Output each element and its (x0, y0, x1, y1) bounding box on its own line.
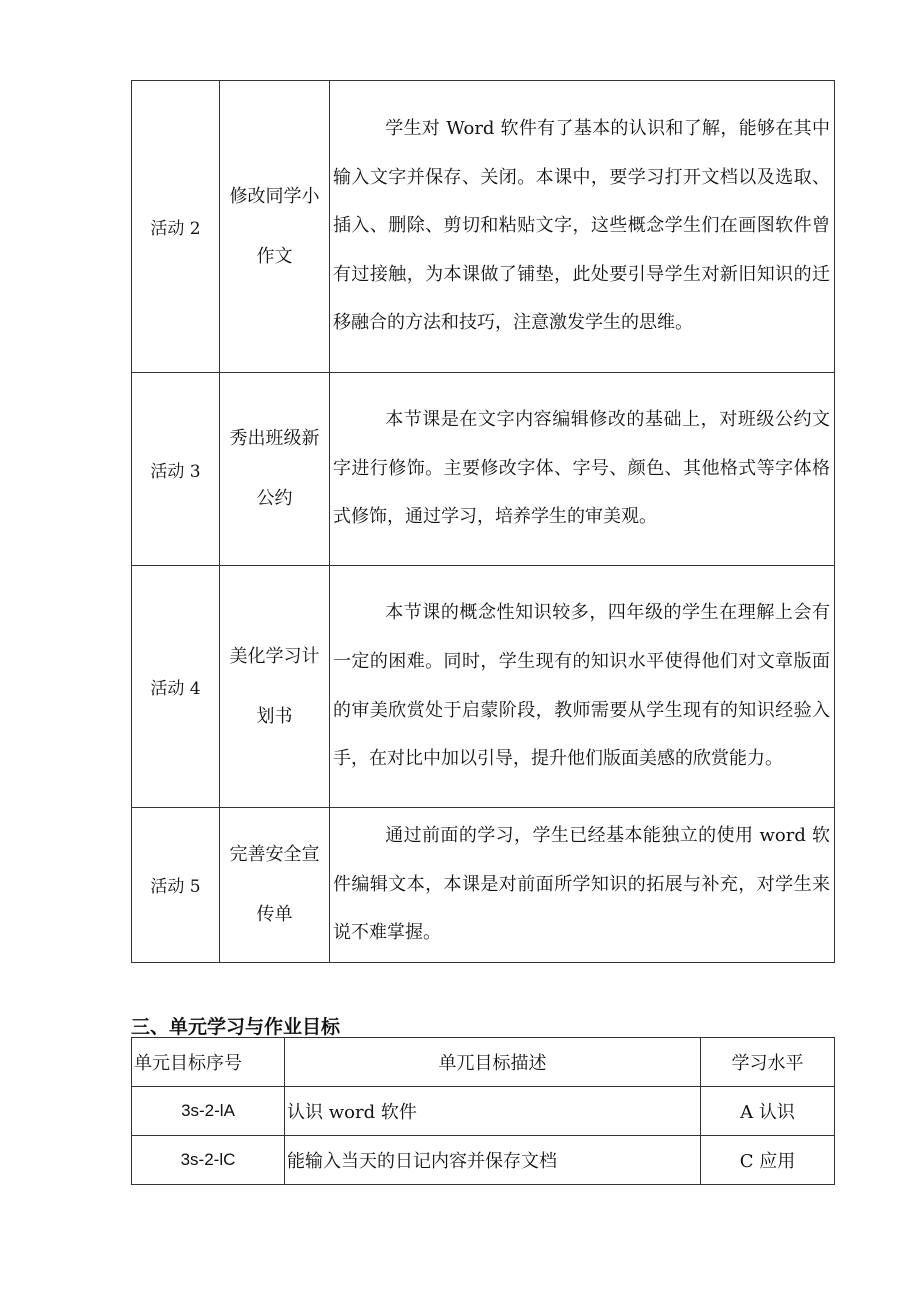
activity-desc-text: 本节课是在文字内容编辑修改的基础上，对班级公约文字进行修饰。主要修改字体、字号、颜色、其他格式等字体格式修饰，通过学习，培养学生的审美观。 (333, 409, 830, 528)
activity-label: 活动 3 (132, 373, 220, 566)
activity-name: 完善安全宣传单 (220, 808, 330, 963)
table-header-row (132, 1038, 835, 1087)
activity-row-3 (132, 373, 835, 566)
header-desc: 单兀目标描述 (285, 1038, 701, 1087)
activity-name: 秀出班级新公约 (220, 373, 330, 566)
activity-desc-text: 通过前面的学习，学生已经基本能独立的使用 word 软件编辑文本，本课是对前面所学知识的拓展与补充，对学生来说不难掌握。 (333, 825, 830, 944)
goal-desc: 认识 word 软件 (285, 1087, 701, 1136)
header-level: 学习水平 (701, 1038, 835, 1087)
activity-label: 活动 4 (132, 566, 220, 808)
activity-desc (330, 566, 835, 808)
goal-level: A 认识 (701, 1087, 835, 1136)
activity-row-4 (132, 566, 835, 808)
header-code: 单元目标序号 (132, 1038, 285, 1087)
activity-label: 活动 2 (132, 81, 220, 373)
activity-desc-text: 学生对 Word 软件有了基本的认识和了解，能够在其中输入文字并保存、关闭。本课中，要学习打开文档以及选取、插入、删除、剪切和粘贴文字，这些概念学生们在画图软件曾有过接触，为本课做了铺垫，此处要引导学生对新旧知识的迁移融合的方法和技巧，注意激发学生的思维。 (333, 118, 830, 334)
table-row (132, 1087, 835, 1136)
section-title: 三、单元学习与作业目标 (131, 1016, 341, 1038)
activity-row-2 (132, 81, 835, 373)
activities-table (131, 80, 835, 963)
activity-desc (330, 81, 835, 373)
goal-code: 3s-2-lA (132, 1087, 285, 1136)
goal-level: C 应用 (701, 1136, 835, 1185)
activity-name: 美化学习计划书 (220, 566, 330, 808)
activity-name: 修改同学小作文 (220, 81, 330, 373)
unit-goals-table (131, 1037, 835, 1185)
activity-row-5 (132, 808, 835, 963)
goal-code: 3s-2-lC (132, 1136, 285, 1185)
goal-desc: 能输入当天的日记内容并保存文档 (285, 1136, 701, 1185)
activity-desc (330, 373, 835, 566)
activity-label: 活动 5 (132, 808, 220, 963)
activity-desc-text: 本节课的概念性知识较多，四年级的学生在理解上会有一定的困难。同时，学生现有的知识水平使得他们对文章版面的审美欣赏处于启蒙阶段，教师需要从学生现有的知识经验入手，在对比中加以引导，提升他们版面美感的欣赏能力。 (333, 602, 830, 770)
table-row (132, 1136, 835, 1185)
activity-desc (330, 808, 835, 963)
